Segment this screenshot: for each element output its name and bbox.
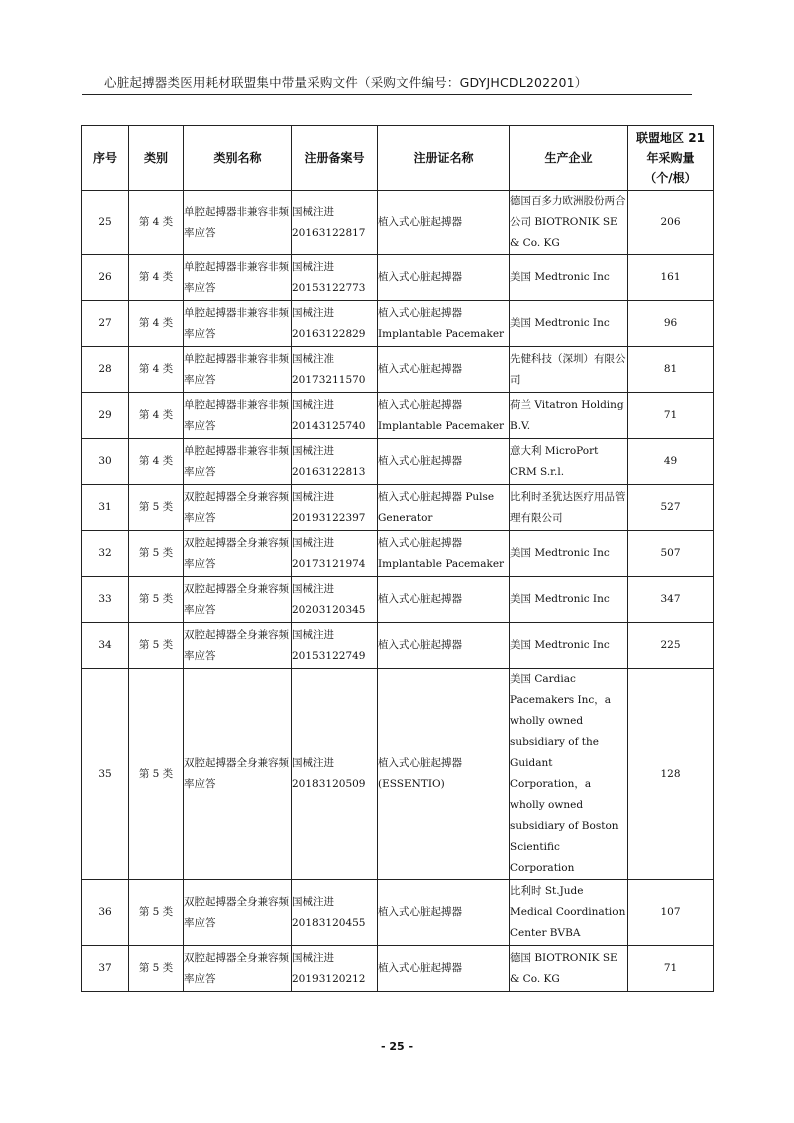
table-row xyxy=(82,669,714,880)
table-header-row xyxy=(82,126,714,191)
cell-reg-name: 植入式心脏起搏器 (ESSENTIO) xyxy=(378,669,510,880)
table-row xyxy=(82,255,714,301)
cell-manufacturer: 比利时圣犹达医疗用品管理有限公司 xyxy=(510,485,628,531)
cell-reg-no: 国械注进 20163122813 xyxy=(292,439,378,485)
col-header-category-name: 类别名称 xyxy=(184,126,292,191)
cell-reg-no: 国械注进 20153122773 xyxy=(292,255,378,301)
page-number: - 25 - xyxy=(380,1040,414,1053)
table-row xyxy=(82,191,714,255)
col-header-reg-no: 注册备案号 xyxy=(292,126,378,191)
cell-manufacturer: 德国百多力欧洲股份两合公司 BIOTRONIK SE & Co. KG xyxy=(510,191,628,255)
cell-quantity: 81 xyxy=(628,347,714,393)
cell-reg-no: 国械注进 20153122749 xyxy=(292,623,378,669)
cell-reg-name: 植入式心脏起搏器 xyxy=(378,623,510,669)
cell-no: 28 xyxy=(82,347,129,393)
cell-reg-name: 植入式心脏起搏器 xyxy=(378,880,510,946)
cell-reg-no: 国械注进 20193120212 xyxy=(292,946,378,992)
cell-category-name: 单腔起搏器非兼容非频率应答 xyxy=(184,439,292,485)
cell-reg-name: 植入式心脏起搏器 Implantable Pacemaker xyxy=(378,531,510,577)
cell-quantity: 507 xyxy=(628,531,714,577)
cell-category-name: 单腔起搏器非兼容非频率应答 xyxy=(184,255,292,301)
cell-category: 第 5 类 xyxy=(129,669,184,880)
cell-category-name: 双腔起搏器全身兼容频率应答 xyxy=(184,946,292,992)
cell-no: 33 xyxy=(82,577,129,623)
table-row xyxy=(82,439,714,485)
cell-manufacturer: 美国 Medtronic Inc xyxy=(510,623,628,669)
procurement-table xyxy=(81,125,714,992)
cell-no: 35 xyxy=(82,669,129,880)
cell-quantity: 206 xyxy=(628,191,714,255)
cell-quantity: 71 xyxy=(628,946,714,992)
cell-category-name: 单腔起搏器非兼容非频率应答 xyxy=(184,191,292,255)
table-row xyxy=(82,623,714,669)
cell-reg-no: 国械注进 20183120455 xyxy=(292,880,378,946)
cell-category: 第 4 类 xyxy=(129,439,184,485)
cell-quantity: 347 xyxy=(628,577,714,623)
cell-reg-name: 植入式心脏起搏器 xyxy=(378,347,510,393)
table-row xyxy=(82,946,714,992)
cell-category: 第 5 类 xyxy=(129,485,184,531)
cell-no: 25 xyxy=(82,191,129,255)
table-body xyxy=(82,191,714,992)
cell-reg-name: 植入式心脏起搏器 xyxy=(378,577,510,623)
cell-category-name: 双腔起搏器全身兼容频率应答 xyxy=(184,485,292,531)
cell-manufacturer: 美国 Medtronic Inc xyxy=(510,255,628,301)
cell-manufacturer: 美国 Medtronic Inc xyxy=(510,301,628,347)
table-row xyxy=(82,880,714,946)
cell-quantity: 161 xyxy=(628,255,714,301)
col-header-quantity: 联盟地区 21 年采购量（个/根） xyxy=(628,126,714,191)
header-rule xyxy=(82,94,692,95)
cell-manufacturer: 先健科技（深圳）有限公司 xyxy=(510,347,628,393)
cell-category: 第 4 类 xyxy=(129,255,184,301)
cell-category-name: 单腔起搏器非兼容非频率应答 xyxy=(184,393,292,439)
cell-manufacturer: 美国 Cardiac Pacemakers Inc，a wholly owned subsidiary of the Guidant Corporation，a wholly owned subsidiary of Boston Scientific Corporation xyxy=(510,669,628,880)
cell-quantity: 527 xyxy=(628,485,714,531)
col-header-reg-name: 注册证名称 xyxy=(378,126,510,191)
cell-quantity: 128 xyxy=(628,669,714,880)
cell-manufacturer: 德国 BIOTRONIK SE & Co. KG xyxy=(510,946,628,992)
cell-category-name: 双腔起搏器全身兼容频率应答 xyxy=(184,577,292,623)
cell-category: 第 4 类 xyxy=(129,191,184,255)
cell-reg-no: 国械注进 20163122829 xyxy=(292,301,378,347)
table-row xyxy=(82,347,714,393)
cell-category-name: 双腔起搏器全身兼容频率应答 xyxy=(184,880,292,946)
cell-no: 30 xyxy=(82,439,129,485)
cell-quantity: 107 xyxy=(628,880,714,946)
cell-category: 第 4 类 xyxy=(129,393,184,439)
cell-category: 第 4 类 xyxy=(129,301,184,347)
cell-category: 第 4 类 xyxy=(129,347,184,393)
cell-no: 34 xyxy=(82,623,129,669)
cell-quantity: 225 xyxy=(628,623,714,669)
cell-reg-no: 国械注进 20143125740 xyxy=(292,393,378,439)
cell-manufacturer: 意大利 MicroPort CRM S.r.l. xyxy=(510,439,628,485)
cell-category-name: 双腔起搏器全身兼容频率应答 xyxy=(184,669,292,880)
cell-no: 27 xyxy=(82,301,129,347)
cell-no: 32 xyxy=(82,531,129,577)
cell-reg-no: 国械注进 20193122397 xyxy=(292,485,378,531)
cell-quantity: 96 xyxy=(628,301,714,347)
cell-reg-name: 植入式心脏起搏器 Implantable Pacemaker xyxy=(378,393,510,439)
cell-manufacturer: 美国 Medtronic Inc xyxy=(510,531,628,577)
cell-category-name: 单腔起搏器非兼容非频率应答 xyxy=(184,347,292,393)
cell-no: 31 xyxy=(82,485,129,531)
page-header: 心脏起搏器类医用耗材联盟集中带量采购文件（采购文件编号：GDYJHCDL202201） xyxy=(104,75,588,90)
cell-category-name: 双腔起搏器全身兼容频率应答 xyxy=(184,623,292,669)
cell-manufacturer: 比利时 St.Jude Medical Coordination Center BVBA xyxy=(510,880,628,946)
cell-no: 36 xyxy=(82,880,129,946)
cell-category: 第 5 类 xyxy=(129,577,184,623)
col-header-manufacturer: 生产企业 xyxy=(510,126,628,191)
cell-no: 29 xyxy=(82,393,129,439)
cell-category: 第 5 类 xyxy=(129,880,184,946)
cell-reg-no: 国械注进 20183120509 xyxy=(292,669,378,880)
cell-reg-name: 植入式心脏起搏器 xyxy=(378,946,510,992)
cell-reg-name: 植入式心脏起搏器 xyxy=(378,439,510,485)
cell-no: 26 xyxy=(82,255,129,301)
cell-no: 37 xyxy=(82,946,129,992)
cell-reg-no: 国械注进 20173121974 xyxy=(292,531,378,577)
cell-category: 第 5 类 xyxy=(129,623,184,669)
col-header-no: 序号 xyxy=(82,126,129,191)
cell-category: 第 5 类 xyxy=(129,531,184,577)
table-row xyxy=(82,577,714,623)
cell-reg-name: 植入式心脏起搏器 Pulse Generator xyxy=(378,485,510,531)
cell-reg-name: 植入式心脏起搏器 Implantable Pacemaker xyxy=(378,301,510,347)
cell-manufacturer: 荷兰 Vitatron Holding B.V. xyxy=(510,393,628,439)
col-header-category: 类别 xyxy=(129,126,184,191)
cell-category: 第 5 类 xyxy=(129,946,184,992)
cell-manufacturer: 美国 Medtronic Inc xyxy=(510,577,628,623)
cell-reg-no: 国械注进 20203120345 xyxy=(292,577,378,623)
table-row xyxy=(82,531,714,577)
cell-category-name: 单腔起搏器非兼容非频率应答 xyxy=(184,301,292,347)
cell-category-name: 双腔起搏器全身兼容频率应答 xyxy=(184,531,292,577)
cell-quantity: 49 xyxy=(628,439,714,485)
cell-reg-name: 植入式心脏起搏器 xyxy=(378,191,510,255)
table-row xyxy=(82,485,714,531)
table-row xyxy=(82,301,714,347)
cell-reg-no: 国械注进 20163122817 xyxy=(292,191,378,255)
table-row xyxy=(82,393,714,439)
cell-reg-no: 国械注准 20173211570 xyxy=(292,347,378,393)
cell-reg-name: 植入式心脏起搏器 xyxy=(378,255,510,301)
cell-quantity: 71 xyxy=(628,393,714,439)
